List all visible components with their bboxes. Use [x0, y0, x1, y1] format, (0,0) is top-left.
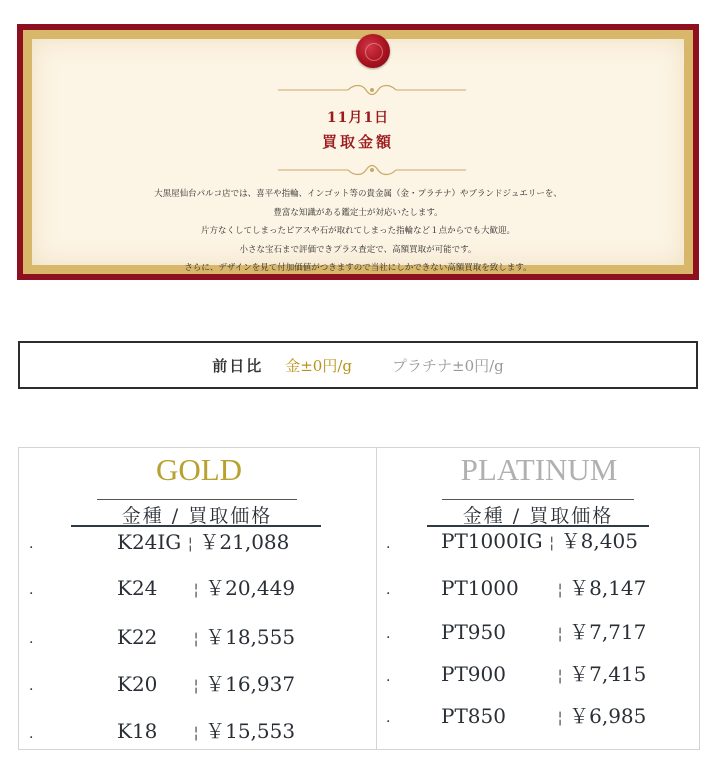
- ornament-bottom-icon: [274, 163, 470, 177]
- platinum-title: PLATINUM: [460, 452, 618, 487]
- wax-seal-icon: [356, 34, 390, 68]
- platinum-row-pt900: [441, 658, 646, 687]
- gold-price: ￥15,553: [205, 719, 296, 743]
- banner-line-5: さらに、デザインを見て付加価値がつきますので当社にしかできない高額買取を致します。: [184, 263, 532, 273]
- banner-panel: [32, 39, 684, 273]
- list-bullet: .: [29, 536, 34, 552]
- gold-name: K24: [117, 576, 158, 600]
- separator: ¦: [557, 666, 563, 685]
- separator: ¦: [557, 580, 563, 599]
- platinum-price: ￥6,985: [569, 704, 647, 728]
- platinum-price: ￥8,147: [569, 576, 647, 600]
- banner-line-4: 小さな宝石まで評価できプラス査定で、高額買取が可能です。: [239, 244, 477, 255]
- list-bullet: .: [29, 726, 34, 742]
- gold-price: ￥16,937: [205, 672, 296, 696]
- platinum-name: PT900: [441, 662, 506, 686]
- list-bullet: .: [29, 678, 34, 694]
- gold-row-k18: [117, 715, 295, 744]
- gold-price: ￥20,449: [205, 576, 296, 600]
- list-bullet: .: [386, 669, 391, 685]
- list-bullet: .: [386, 582, 391, 598]
- platinum-row-pt850: [441, 700, 646, 729]
- ornament-top-icon: [274, 83, 470, 97]
- platinum-daily-change: プラチナ±0円/g: [392, 356, 504, 375]
- platinum-name: PT1000IG: [441, 529, 543, 553]
- gold-price: ￥21,088: [199, 530, 290, 554]
- platinum-row-pt1000: [441, 572, 646, 601]
- gold-daily-change: 金±0円/g: [285, 356, 352, 375]
- list-bullet: .: [386, 626, 391, 642]
- gold-title: GOLD: [155, 452, 243, 487]
- banner-title: 買取金額: [321, 133, 394, 151]
- banner-line-3: 片方なくしてしまったピアスや石が取れてしまった指輪など１点からでも大歓迎。: [200, 226, 516, 236]
- banner-line-2: 豊富な知識がある鑑定士が対応いたします。: [273, 207, 443, 218]
- list-bullet: .: [386, 710, 391, 726]
- separator: ¦: [193, 676, 199, 695]
- gold-name: K22: [117, 625, 158, 649]
- separator: ¦: [557, 624, 563, 643]
- daily-change-label: 前日比: [212, 356, 264, 375]
- gold-row-k22: [117, 621, 295, 650]
- platinum-name: PT950: [441, 620, 506, 644]
- platinum-row-pt950: [441, 616, 646, 645]
- gold-price: ￥18,555: [205, 625, 296, 649]
- gold-column-header: 金種 / 買取価格: [121, 505, 273, 527]
- platinum-column-header: 金種 / 買取価格: [462, 505, 614, 527]
- price-banner: [17, 24, 699, 280]
- list-bullet: .: [386, 536, 391, 552]
- banner-description: [32, 185, 684, 278]
- separator: ¦: [557, 708, 563, 727]
- banner-date: 11月1日: [326, 110, 390, 126]
- platinum-price: ￥7,415: [569, 662, 647, 686]
- list-bullet: .: [29, 631, 34, 647]
- gold-row-k20: [117, 668, 295, 697]
- separator: ¦: [187, 534, 194, 553]
- separator: ¦: [193, 723, 199, 742]
- gold-row-k24: [117, 572, 295, 601]
- platinum-header-rule-top: [442, 499, 634, 500]
- banner-gold-frame: [23, 30, 693, 274]
- gold-name: K20: [117, 672, 158, 696]
- gold-header-rule-top: [97, 499, 297, 500]
- platinum-name: PT1000: [441, 576, 519, 600]
- gold-name: K24IG: [117, 530, 182, 554]
- gold-row-k24ig: [117, 526, 289, 555]
- gold-name: K18: [117, 719, 158, 743]
- banner-line-1: 大黒屋仙台パルコ店では、喜平や指輪、インゴット等の貴金属（金・プラチナ）やブランドジュエリーを、: [154, 189, 562, 199]
- platinum-price: ￥7,717: [569, 620, 647, 644]
- price-table: [18, 447, 700, 750]
- list-bullet: .: [29, 582, 34, 598]
- platinum-price: ￥8,405: [560, 529, 638, 553]
- platinum-name: PT850: [441, 704, 506, 728]
- separator: ¦: [548, 533, 555, 552]
- separator: ¦: [193, 580, 199, 599]
- separator: ¦: [193, 629, 199, 648]
- platinum-row-pt1000ig: [441, 525, 638, 554]
- daily-change-bar: [18, 341, 698, 389]
- column-divider: [376, 448, 377, 749]
